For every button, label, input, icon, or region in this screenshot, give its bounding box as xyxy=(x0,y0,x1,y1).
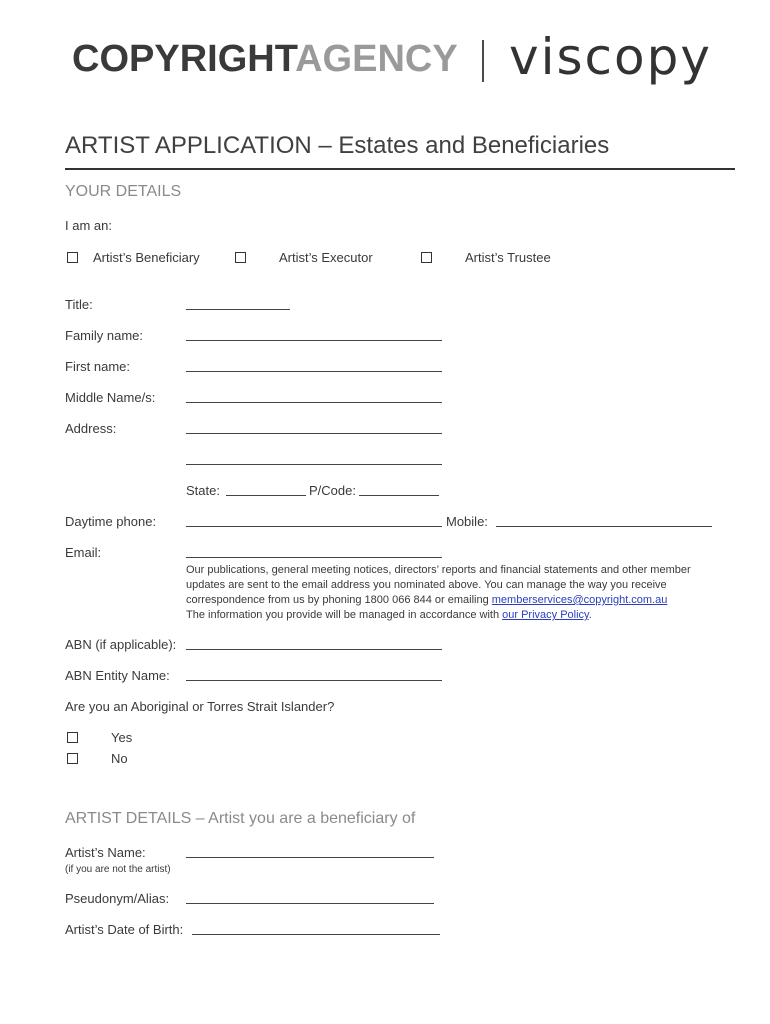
section-heading-artist-details: ARTIST DETAILS – Artist you are a beneficiary of xyxy=(65,810,416,827)
trustee-option-label: Artist’s Trustee xyxy=(465,250,551,265)
privacy-note xyxy=(186,609,592,621)
i-am-an-label: I am an: xyxy=(65,218,112,233)
email-note-line-2: updates are sent to the email address you nominated above. You can manage the way you receive xyxy=(186,579,667,591)
title-field[interactable] xyxy=(186,309,290,310)
dob-field[interactable] xyxy=(192,934,440,935)
abn-entity-field[interactable] xyxy=(186,680,442,681)
executor-option-label: Artist’s Executor xyxy=(279,250,373,265)
copyright-agency-logo: COPYRIGHTAGENCY xyxy=(72,38,458,80)
page-title: ARTIST APPLICATION – Estates and Beneficiaries xyxy=(65,132,610,159)
beneficiary-checkbox[interactable] xyxy=(67,252,78,263)
title-divider xyxy=(65,168,735,170)
family-name-field[interactable] xyxy=(186,340,442,341)
middle-name-field[interactable] xyxy=(186,402,442,403)
privacy-note-text: The information you provide will be managed in accordance with xyxy=(186,609,500,621)
mobile-label: Mobile: xyxy=(446,514,488,529)
email-field[interactable] xyxy=(186,557,442,558)
artist-name-note: (if you are not the artist) xyxy=(65,864,171,875)
state-label: State: xyxy=(186,483,220,498)
first-name-field[interactable] xyxy=(186,371,442,372)
atsi-no-label: No xyxy=(111,751,128,766)
atsi-yes-checkbox[interactable] xyxy=(67,732,78,743)
daytime-phone-field[interactable] xyxy=(186,526,442,527)
beneficiary-option-label: Artist’s Beneficiary xyxy=(93,250,200,265)
family-name-label: Family name: xyxy=(65,328,144,343)
email-label: Email: xyxy=(65,545,102,560)
pseudonym-field[interactable] xyxy=(186,903,434,904)
dob-label: Artist’s Date of Birth: xyxy=(65,922,184,937)
atsi-yes-label: Yes xyxy=(111,730,133,745)
executor-checkbox[interactable] xyxy=(235,252,246,263)
pseudonym-label: Pseudonym/Alias: xyxy=(65,891,170,906)
postcode-field[interactable] xyxy=(359,495,439,496)
address-line-1-field[interactable] xyxy=(186,433,442,434)
privacy-policy-link[interactable]: our Privacy Policy xyxy=(502,609,589,621)
abn-field[interactable] xyxy=(186,649,442,650)
abn-label: ABN (if applicable): xyxy=(65,637,177,652)
artist-name-field[interactable] xyxy=(186,857,434,858)
section-heading-your-details: YOUR DETAILS xyxy=(65,183,182,200)
email-note-line-3 xyxy=(186,594,667,606)
email-note-line-1: Our publications, general meeting notices, directors’ reports and financial statements and other member xyxy=(186,564,691,576)
viscopy-logo: viscopy xyxy=(509,28,712,86)
email-note-text: correspondence from us by phoning 1800 066 844 or emailing xyxy=(186,594,489,606)
daytime-phone-label: Daytime phone: xyxy=(65,514,157,529)
artist-name-label: Artist’s Name: xyxy=(65,845,146,860)
postcode-label: P/Code: xyxy=(309,483,356,498)
mobile-field[interactable] xyxy=(496,526,712,527)
state-field[interactable] xyxy=(226,495,306,496)
middle-name-label: Middle Name/s: xyxy=(65,390,156,405)
atsi-question: Are you an Aboriginal or Torres Strait Islander? xyxy=(65,699,335,714)
address-label: Address: xyxy=(65,421,117,436)
member-services-email-link[interactable]: memberservices@copyright.com.au xyxy=(491,594,668,606)
privacy-note-end: . xyxy=(588,609,592,621)
logo-divider xyxy=(482,40,484,82)
trustee-checkbox[interactable] xyxy=(421,252,432,263)
atsi-no-checkbox[interactable] xyxy=(67,753,78,764)
logo-header xyxy=(72,28,732,88)
address-line-2-field[interactable] xyxy=(186,464,442,465)
title-label: Title: xyxy=(65,297,93,312)
first-name-label: First name: xyxy=(65,359,131,374)
abn-entity-label: ABN Entity Name: xyxy=(65,668,170,683)
